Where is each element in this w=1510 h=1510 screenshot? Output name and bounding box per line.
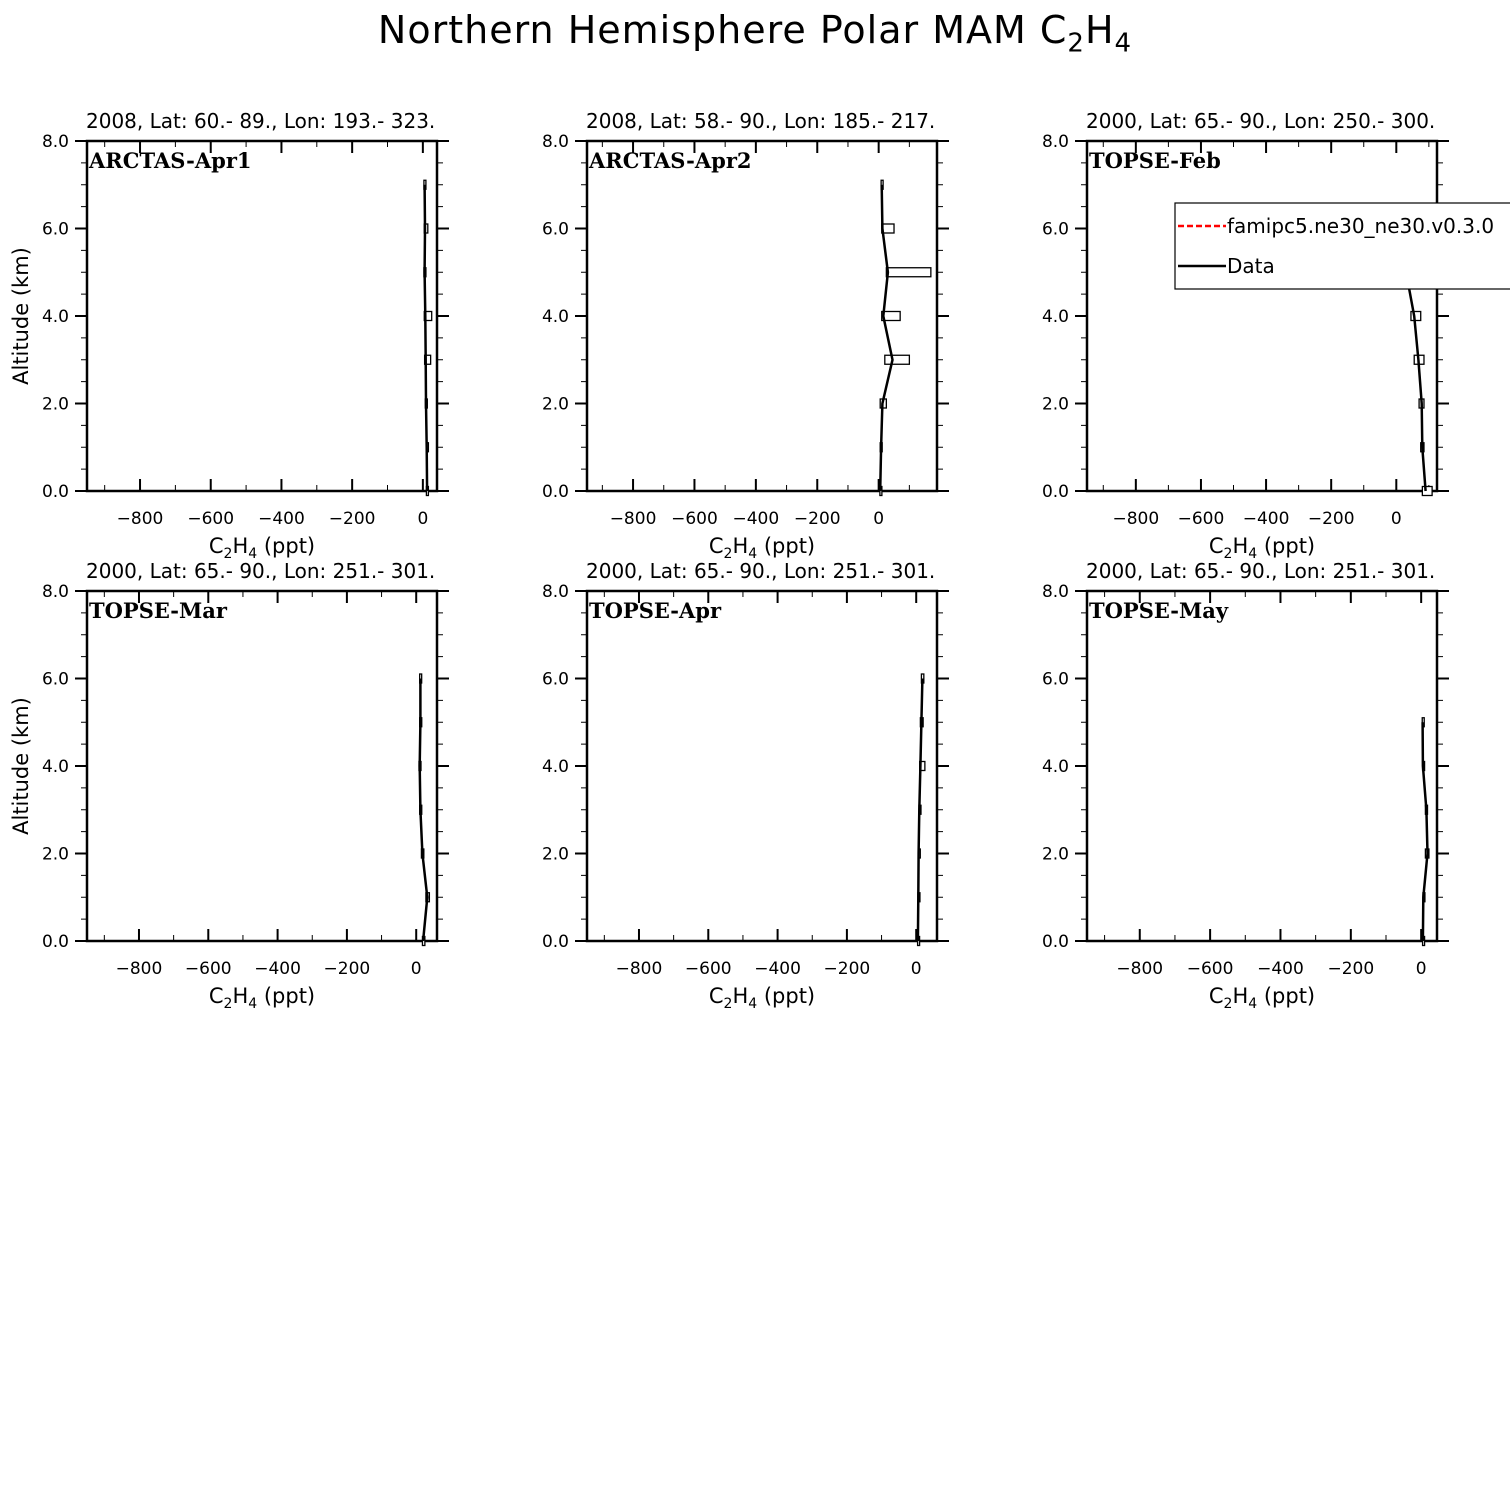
panel-arctas-apr2: [542, 109, 949, 562]
plot-frame: [87, 591, 437, 941]
y-tick-label: 6.0: [541, 669, 569, 690]
y-tick-label: 2.0: [41, 394, 69, 415]
y-tick-label: 2.0: [1041, 844, 1069, 865]
y-tick-label: 4.0: [41, 757, 69, 777]
x-tick-label: −800: [116, 509, 164, 529]
x-tick-label: −400: [754, 959, 801, 979]
panel-topse-may: [1042, 559, 1449, 1012]
error-box: [885, 355, 910, 364]
x-tick-label: −800: [615, 959, 663, 979]
x-tick-label: −200: [328, 509, 376, 529]
y-tick-label: 2.0: [541, 844, 569, 865]
title-subscript-4: 4: [1114, 28, 1133, 59]
x-tick-label: 0: [410, 959, 422, 979]
y-tick-label: 0.0: [41, 932, 69, 952]
x-tick-label: −600: [671, 509, 718, 529]
y-axis-label: Altitude (km): [9, 697, 33, 835]
y-tick-label: 0.0: [1041, 482, 1069, 502]
y-tick-label: 2.0: [541, 394, 569, 415]
y-axis-label: Altitude (km): [9, 247, 33, 385]
x-tick-label: −200: [1307, 509, 1355, 529]
x-tick-label: −200: [793, 509, 841, 529]
panel-topse-apr: [542, 559, 949, 1012]
x-tick-label: −800: [115, 959, 163, 979]
plot-frame: [87, 141, 437, 491]
x-axis-label: $C_2H_4$ (ppt): [208, 984, 316, 1012]
campaign-name: TOPSE-Apr: [589, 598, 722, 623]
y-tick-label: 6.0: [1041, 669, 1069, 690]
x-tick-label: −600: [1177, 509, 1225, 529]
x-tick-label: −200: [323, 959, 371, 979]
plot-frame: [1087, 141, 1437, 491]
legend: [1175, 203, 1510, 289]
campaign-name: TOPSE-Mar: [89, 598, 227, 623]
y-tick-label: 6.0: [1041, 219, 1069, 240]
panel-header: 2000, Lat: 65.- 90., Lon: 251.- 301.: [1086, 559, 1436, 583]
panel-arctas-apr1: [9, 109, 449, 562]
data-line: [1423, 722, 1428, 941]
panel-header: 2008, Lat: 60.- 89., Lon: 193.- 323.: [86, 109, 436, 133]
y-tick-label: 8.0: [1041, 132, 1069, 152]
title-mid-text: H: [1084, 8, 1115, 52]
x-tick-label: −400: [254, 959, 301, 979]
x-tick-label: −400: [1257, 959, 1304, 979]
x-tick-label: 0: [1390, 509, 1402, 529]
x-tick-label: −400: [732, 509, 780, 529]
y-tick-label: 4.0: [1041, 307, 1069, 327]
legend-model-label: famipc5.ne30_ne30.v0.3.0: [1227, 214, 1495, 238]
x-tick-label: −800: [1112, 509, 1160, 529]
y-tick-label: 0.0: [41, 482, 69, 502]
panel-header: 2008, Lat: 58.- 90., Lon: 185.- 217.: [586, 109, 936, 133]
panel-header: 2000, Lat: 65.- 90., Lon: 251.- 301.: [86, 559, 436, 583]
y-tick-label: 6.0: [41, 219, 69, 240]
panel-header: 2000, Lat: 65.- 90., Lon: 251.- 301.: [586, 559, 936, 583]
x-tick-label: −600: [184, 959, 232, 979]
panel-topse-mar: [9, 559, 449, 1012]
panel-header: 2000, Lat: 65.- 90., Lon: 250.- 300.: [1086, 109, 1436, 133]
x-axis-label: $C_2H_4$ (ppt): [708, 534, 816, 562]
x-tick-label: −400: [1242, 509, 1290, 529]
y-tick-label: 8.0: [1041, 582, 1069, 602]
error-box: [886, 268, 931, 277]
x-tick-label: −600: [1186, 959, 1234, 979]
y-tick-label: 6.0: [541, 219, 569, 240]
title-main-text: Northern Hemisphere Polar MAM C: [377, 8, 1068, 52]
x-tick-label: 0: [417, 509, 429, 529]
x-tick-label: 0: [1415, 959, 1427, 979]
title-subscript-2: 2: [1067, 28, 1085, 59]
campaign-name: ARCTAS-Apr1: [89, 148, 252, 173]
legend-data-label: Data: [1227, 254, 1275, 278]
y-tick-label: 0.0: [541, 482, 569, 502]
y-tick-label: 4.0: [1041, 757, 1069, 777]
x-axis-label: $C_2H_4$ (ppt): [708, 984, 816, 1012]
campaign-name: ARCTAS-Apr2: [589, 148, 752, 173]
x-tick-label: −400: [258, 509, 305, 529]
y-tick-label: 8.0: [41, 132, 69, 152]
x-axis-label: $C_2H_4$ (ppt): [1208, 984, 1316, 1012]
x-tick-label: −800: [609, 509, 657, 529]
x-axis-label: $C_2H_4$ (ppt): [208, 534, 316, 562]
data-line: [420, 679, 428, 942]
x-axis-label: $C_2H_4$ (ppt): [1208, 534, 1316, 562]
y-tick-label: 4.0: [41, 307, 69, 327]
x-tick-label: −800: [1116, 959, 1164, 979]
x-tick-label: −600: [187, 509, 235, 529]
panel-topse-feb: [1042, 109, 1449, 562]
y-tick-label: 0.0: [1041, 932, 1069, 952]
x-tick-label: −200: [1327, 959, 1375, 979]
y-tick-label: 8.0: [41, 582, 69, 602]
y-tick-label: 4.0: [541, 757, 569, 777]
error-box: [1422, 487, 1432, 496]
campaign-name: TOPSE-May: [1089, 598, 1229, 623]
y-tick-label: 0.0: [541, 932, 569, 952]
x-tick-label: 0: [910, 959, 922, 979]
y-tick-label: 4.0: [541, 307, 569, 327]
y-tick-label: 2.0: [1041, 394, 1069, 415]
x-tick-label: 0: [873, 509, 885, 529]
plot-frame: [587, 591, 937, 941]
y-tick-label: 8.0: [541, 132, 569, 152]
x-tick-label: −200: [823, 959, 871, 979]
campaign-name: TOPSE-Feb: [1089, 148, 1221, 173]
y-tick-label: 6.0: [41, 669, 69, 690]
y-tick-label: 2.0: [41, 844, 69, 865]
x-tick-label: −600: [684, 959, 732, 979]
y-tick-label: 8.0: [541, 582, 569, 602]
plot-frame: [1087, 591, 1437, 941]
